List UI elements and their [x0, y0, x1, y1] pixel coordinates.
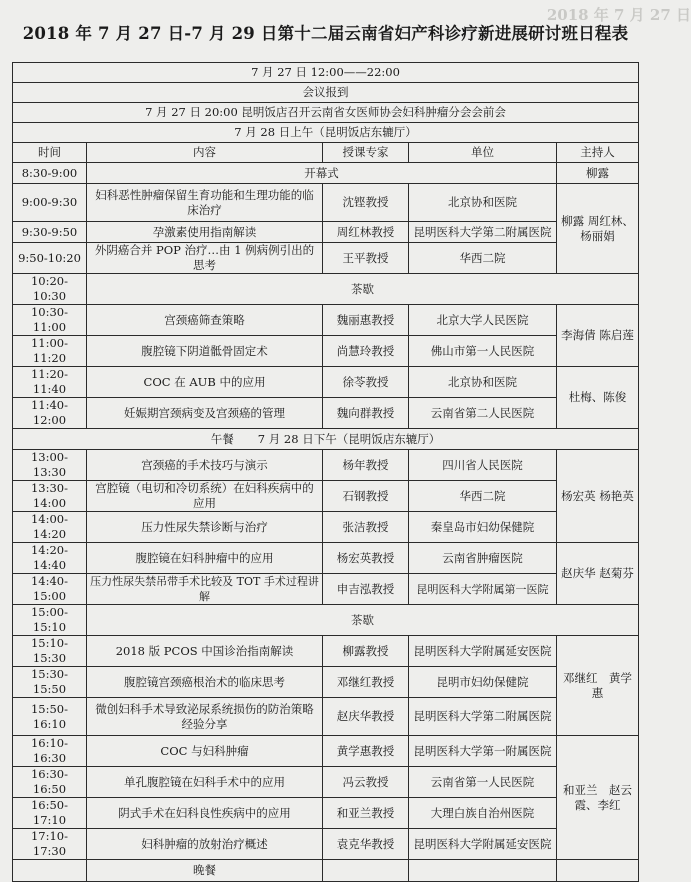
- unit-cell: 昆明医科大学第二附属医院: [409, 698, 557, 736]
- unit-cell: 昆明医科大学附属第一医院: [409, 574, 557, 605]
- registration-label: 会议报到: [13, 83, 639, 103]
- content-cell: 宫颈癌筛查策略: [87, 305, 323, 336]
- table-row: [13, 512, 639, 543]
- content-cell: 腹腔镜在妇科肿瘤中的应用: [87, 543, 323, 574]
- lunch-label: 午餐: [210, 431, 234, 446]
- content-cell: 微创妇科手术导致泌尿系统损伤的防治策略经验分享: [87, 698, 323, 736]
- day1-time-row: [13, 63, 639, 83]
- time-cell: 9:30-9:50: [13, 222, 87, 243]
- table-row: [13, 767, 639, 798]
- content-cell: COC 与妇科肿瘤: [87, 736, 323, 767]
- unit-cell: 云南省第二人民医院: [409, 398, 557, 429]
- time-cell: 16:50-17:10: [13, 798, 87, 829]
- time-cell: 8:30-9:00: [13, 163, 87, 184]
- opening-row: [13, 163, 639, 184]
- speaker-cell: 杨宏英教授: [323, 543, 409, 574]
- table-row: [13, 398, 639, 429]
- table-row: [13, 184, 639, 222]
- time-cell: 15:50-16:10: [13, 698, 87, 736]
- unit-cell: 北京大学人民医院: [409, 305, 557, 336]
- lunch-afternoon-label: [13, 429, 639, 450]
- table-row: [13, 243, 639, 274]
- unit-cell: 大理白族自治州医院: [409, 798, 557, 829]
- table-row: [13, 798, 639, 829]
- time-cell: 10:30-11:00: [13, 305, 87, 336]
- speaker-cell: 柳露教授: [323, 636, 409, 667]
- speaker-cell: 申吉泓教授: [323, 574, 409, 605]
- registration-row: [13, 83, 639, 103]
- speaker-cell: 周红林教授: [323, 222, 409, 243]
- content-cell: 妊娠期宫颈病变及宫颈癌的管理: [87, 398, 323, 429]
- header-host: 主持人: [557, 143, 639, 163]
- content-cell: 妇科恶性肿瘤保留生育功能和生理功能的临床治疗: [87, 184, 323, 222]
- lunch-row: [13, 429, 639, 450]
- day2-am-label: 7 月 28 日上午（昆明饭店东辘厅）: [13, 123, 639, 143]
- host-cell: 李海倩 陈启莲: [557, 305, 639, 367]
- day2-am-row: [13, 123, 639, 143]
- content-cell: 单孔腹腔镜在妇科手术中的应用: [87, 767, 323, 798]
- table-row: [13, 305, 639, 336]
- time-cell: 11:20-11:40: [13, 367, 87, 398]
- column-header-row: [13, 143, 639, 163]
- time-cell: 11:00-11:20: [13, 336, 87, 367]
- speaker-cell: 赵庆华教授: [323, 698, 409, 736]
- table-row: [13, 736, 639, 767]
- speaker-cell: 尚慧玲教授: [323, 336, 409, 367]
- table-row: [13, 574, 639, 605]
- time-cell: 10:20-10:30: [13, 274, 87, 305]
- speaker-cell: 袁克华教授: [323, 829, 409, 860]
- dinner-label: 晚餐: [87, 860, 323, 882]
- unit-cell: 佛山市第一人民医院: [409, 336, 557, 367]
- host-cell: 和亚兰 赵云霞、李红: [557, 736, 639, 860]
- content-cell: 2018 版 PCOS 中国诊治指南解读: [87, 636, 323, 667]
- speaker-cell: 魏丽惠教授: [323, 305, 409, 336]
- header-speaker: 授课专家: [323, 143, 409, 163]
- time-cell: 17:10-17:30: [13, 829, 87, 860]
- time-cell: 14:40-15:00: [13, 574, 87, 605]
- content-cell: 压力性尿失禁诊断与治疗: [87, 512, 323, 543]
- schedule-table: [12, 62, 639, 882]
- content-cell: 压力性尿失禁吊带手术比较及 TOT 手术过程讲解: [87, 574, 323, 605]
- time-cell: 14:20-14:40: [13, 543, 87, 574]
- table-row: [13, 543, 639, 574]
- unit-cell: 云南省肿瘤医院: [409, 543, 557, 574]
- table-row: [13, 636, 639, 667]
- unit-cell: 昆明医科大学第二附属医院: [409, 222, 557, 243]
- content-cell: 腹腔镜下阴道骶骨固定术: [87, 336, 323, 367]
- speaker-cell: 王平教授: [323, 243, 409, 274]
- content-cell: 腹腔镜宫颈癌根治术的临床思考: [87, 667, 323, 698]
- speaker-cell: 杨年教授: [323, 450, 409, 481]
- unit-cell: 四川省人民医院: [409, 450, 557, 481]
- host-cell: 赵庆华 赵菊芬: [557, 543, 639, 605]
- table-row: [13, 481, 639, 512]
- time-cell: 16:10-16:30: [13, 736, 87, 767]
- page-title: 2018 年 7 月 27 日-7 月 29 日第十二届云南省妇产科诊疗新进展研讨班日程表: [22, 24, 629, 43]
- header-time: 时间: [13, 143, 87, 163]
- table-row: [13, 336, 639, 367]
- tea-break-row: [13, 274, 639, 305]
- content-cell: 宫颈癌的手术技巧与演示: [87, 450, 323, 481]
- content-cell: 宫腔镜（电切和冷切系统）在妇科疾病中的应用: [87, 481, 323, 512]
- speaker-cell: 石钢教授: [323, 481, 409, 512]
- speaker-cell: 冯云教授: [323, 767, 409, 798]
- unit-cell: 昆明市妇幼保健院: [409, 667, 557, 698]
- day1-time: 7 月 27 日 12:00——22:00: [13, 63, 639, 83]
- table-row: [13, 367, 639, 398]
- time-cell: 14:00-14:20: [13, 512, 87, 543]
- speaker-cell: 沈铿教授: [323, 184, 409, 222]
- time-cell: 15:10-15:30: [13, 636, 87, 667]
- table-row: [13, 667, 639, 698]
- time-cell: 16:30-16:50: [13, 767, 87, 798]
- unit-cell: [409, 860, 557, 882]
- table-row: [13, 829, 639, 860]
- content-cell: 孕激素使用指南解读: [87, 222, 323, 243]
- unit-cell: 华西二院: [409, 243, 557, 274]
- opening-label: 开幕式: [87, 163, 557, 184]
- header-content: 内容: [87, 143, 323, 163]
- table-row: [13, 222, 639, 243]
- content-cell: 外阴癌合并 POP 治疗…由 1 例病例引出的思考: [87, 243, 323, 274]
- pre-meeting-label: 7 月 27 日 20:00 昆明饭店召开云南省女医师协会妇科肿瘤分会会前会: [13, 103, 639, 123]
- tea-break-label: 茶歇: [87, 274, 639, 305]
- unit-cell: 云南省第一人民医院: [409, 767, 557, 798]
- unit-cell: 昆明医科大学第一附属医院: [409, 736, 557, 767]
- tea-break-row: [13, 605, 639, 636]
- speaker-cell: 徐苓教授: [323, 367, 409, 398]
- time-cell: 13:30-14:00: [13, 481, 87, 512]
- time-cell: 9:50-10:20: [13, 243, 87, 274]
- host-cell: 杜梅、陈俊: [557, 367, 639, 429]
- host-cell: 柳露: [557, 163, 639, 184]
- time-cell: 9:00-9:30: [13, 184, 87, 222]
- time-cell: 15:00-15:10: [13, 605, 87, 636]
- host-cell: 杨宏英 杨艳英: [557, 450, 639, 543]
- unit-cell: 北京协和医院: [409, 367, 557, 398]
- table-row: [13, 450, 639, 481]
- unit-cell: 北京协和医院: [409, 184, 557, 222]
- time-cell: 15:30-15:50: [13, 667, 87, 698]
- speaker-cell: 张洁教授: [323, 512, 409, 543]
- speaker-cell: [323, 860, 409, 882]
- content-cell: 妇科肿瘤的放射治疗概述: [87, 829, 323, 860]
- content-cell: COC 在 AUB 中的应用: [87, 367, 323, 398]
- speaker-cell: 邓继红教授: [323, 667, 409, 698]
- pre-meeting-row: [13, 103, 639, 123]
- unit-cell: 华西二院: [409, 481, 557, 512]
- day2-pm-venue: 7 月 28 日下午（昆明饭店东辘厅）: [257, 431, 441, 446]
- time-cell: 11:40-12:00: [13, 398, 87, 429]
- host-cell: [557, 860, 639, 882]
- speaker-cell: 魏向群教授: [323, 398, 409, 429]
- tea-break-label: 茶歇: [87, 605, 639, 636]
- table-row: [13, 698, 639, 736]
- dinner-row: [13, 860, 639, 882]
- host-cell: 柳露 周红林、杨丽娟: [557, 184, 639, 274]
- time-cell: 13:00-13:30: [13, 450, 87, 481]
- time-cell: [13, 860, 87, 882]
- unit-cell: 昆明医科大学附属延安医院: [409, 829, 557, 860]
- unit-cell: 秦皇岛市妇幼保健院: [409, 512, 557, 543]
- speaker-cell: 黄学惠教授: [323, 736, 409, 767]
- speaker-cell: 和亚兰教授: [323, 798, 409, 829]
- unit-cell: 昆明医科大学附属延安医院: [409, 636, 557, 667]
- bleed-through-text: 2018 年 7 月 27 日: [546, 6, 691, 24]
- header-unit: 单位: [409, 143, 557, 163]
- host-cell: 邓继红 黄学惠: [557, 636, 639, 736]
- content-cell: 阴式手术在妇科良性疾病中的应用: [87, 798, 323, 829]
